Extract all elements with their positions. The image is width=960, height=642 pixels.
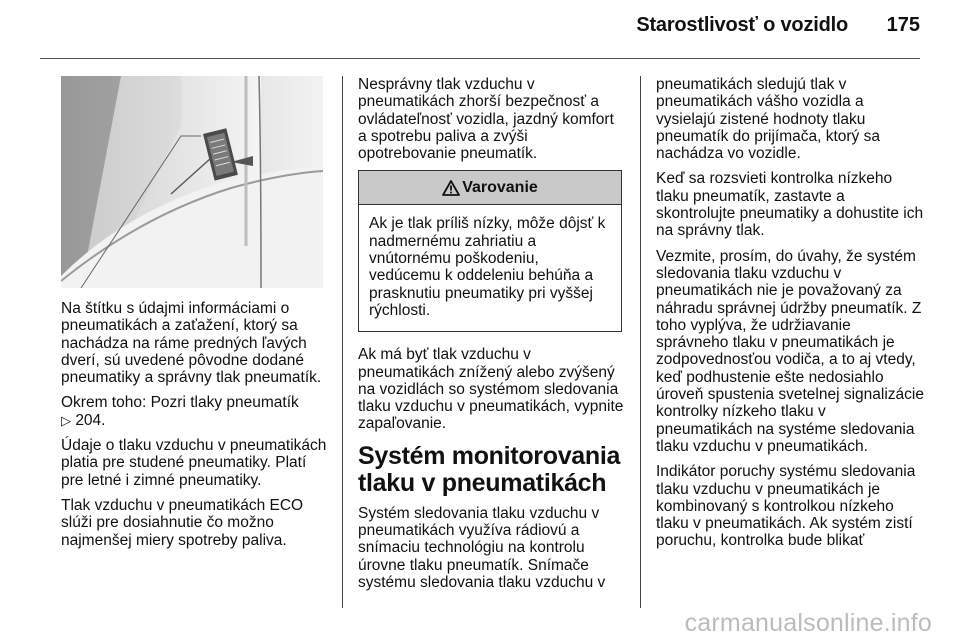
paragraph: Tlak vzduchu v pneumatikách ECO slúži pre dosiahnutie čo možno najmenšej miery spotreby paliva.	[61, 496, 304, 549]
page-number: 175	[886, 14, 920, 36]
column-divider	[342, 76, 343, 608]
paragraph: Indikátor poruchy systému sledovania tlaku vzduchu v pneumatikách je kombinovaný s kontrolkou nízkeho tlaku v pneumatikách. Ak systém zistí poruchu, kontrolka bude blikať	[656, 463, 916, 550]
paragraph-text: Okrem toho: Pozri tlaky pneumatík	[61, 394, 299, 412]
page-reference: 204.	[75, 411, 106, 429]
paragraph: Údaje o tlaku vzduchu v pneumatikách platia pre studené pneumatiky. Platí pre letné i zimné pneumatiky.	[61, 437, 327, 489]
paragraph: Systém sledovania tlaku vzduchu v pneumatikách využíva rádiovú a snímaciu technológiu na kontrolu úrovne tlaku pneumatík. Snímače systému sledovania tlaku vzduchu v	[358, 504, 606, 591]
door-sill-tire-label-photo	[61, 76, 323, 288]
column-left	[61, 300, 331, 557]
header-divider	[40, 58, 920, 59]
paragraph	[61, 394, 331, 429]
paragraph: Vezmite, prosím, do úvahy, že systém sledovania tlaku vzduchu v pneumatikách nie je považovaný za náhradu správnej údržby pneumatík. Z toho vyplýva, že udržiavanie správneho tlaku v pneumatikách je zodpovednosťou vodiča, a to aj vtedy, keď podhustenie ešte nedosiahlo úroveň spustenia svetelnej signalizácie kontrolky nízkeho tlaku v pneumatikách na systéme sledovania tlaku vzduchu v pneumatikách.	[656, 247, 924, 455]
paragraph: Keď sa rozsvieti kontrolka nízkeho tlaku pneumatík, zastavte a skontrolujte pneumatiky a dohustite ich na správny tlak.	[656, 170, 924, 240]
paragraph: Ak má byť tlak vzduchu v pneumatikách znížený alebo zvýšený na vozidlách so systémom sledovania tlaku vzduchu v pneumatikách, vypnite zapaľovanie.	[358, 346, 624, 433]
column-middle	[358, 76, 626, 591]
page-reference-arrow-icon: ▷	[61, 412, 71, 428]
paragraph: pneumatikách sledujú tlak v pneumatikách vášho vozidla a vysielajú zistené hodnoty tlaku pneumatík do prijímača, ktorý sa nachádza vo vozidle.	[656, 76, 880, 163]
warning-header	[359, 171, 621, 205]
header-title: Starostlivosť o vozidlo	[636, 14, 848, 36]
column-divider	[640, 76, 641, 608]
warning-box	[358, 170, 622, 332]
warning-body: Ak je tlak príliš nízky, môže dôjsť k nadmernému zahriatiu a vnútornému poškodeniu, vedúcemu k oddeleniu behúňa a prasknutiu pneumatiky pri vyššej rýchlosti.	[369, 215, 606, 319]
column-right	[656, 76, 926, 550]
section-heading: Systém monitorovania tlaku v pneumatikách	[358, 441, 621, 497]
warning-triangle-icon	[442, 180, 460, 196]
watermark: carmanualsonline.info	[684, 609, 932, 637]
warning-title: Varovanie	[462, 179, 538, 197]
paragraph: Na štítku s údajmi informáciami o pneumatikách a zaťažení, ktorý sa nachádza na ráme predných ľavých dverí, sú uvedené pôvodne dodané pneumatiky a správny tlak pneumatík.	[61, 300, 322, 387]
paragraph: Nesprávny tlak vzduchu v pneumatikách zhorší bezpečnosť a ovládateľnosť vozidla, jazdný komfort a spotrebu paliva a zvýši opotrebovanie pneumatík.	[358, 76, 614, 163]
